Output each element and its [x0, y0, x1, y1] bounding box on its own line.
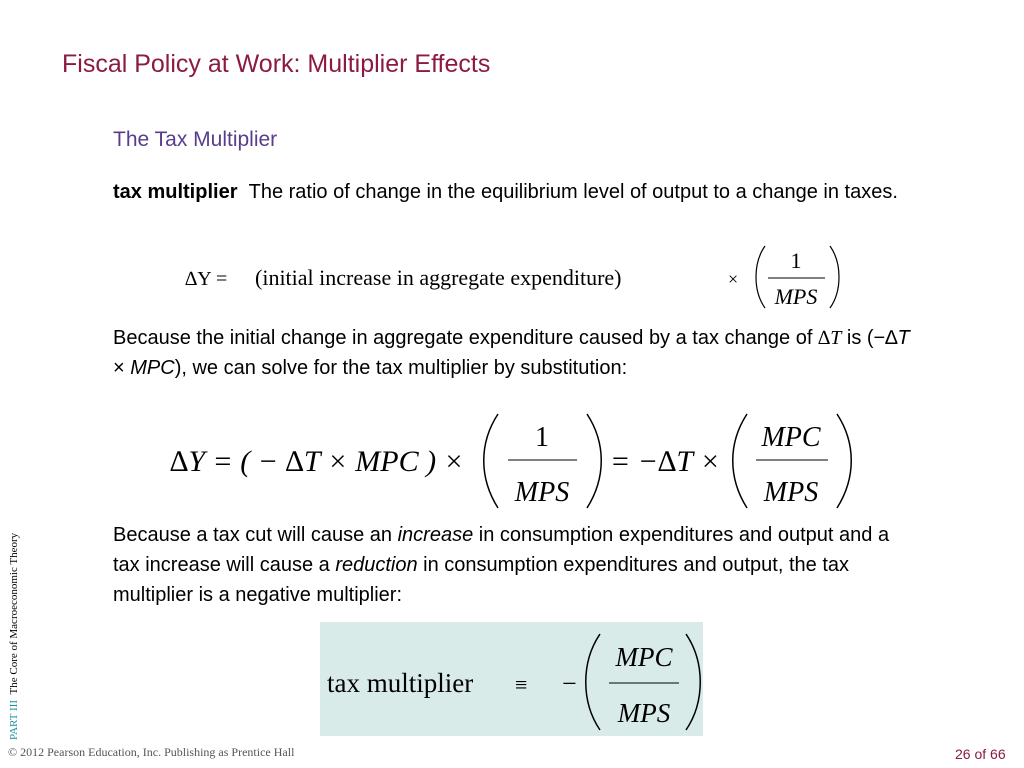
eq3-lhs: tax multiplier: [327, 668, 474, 698]
eq2-middle: = −∆T ×: [610, 445, 721, 478]
negative-multiplier-paragraph: Because a tax cut will cause an increase in consumption expenditures and output and a tax increase will cause a reduction in consumption expenditures and output, the tax multiplier is a negative multiplier:: [113, 524, 890, 606]
eq2-right-paren-1: [587, 414, 601, 508]
definition-term: tax multiplier: [113, 181, 238, 203]
eq3-den: MPS: [617, 698, 671, 728]
sidebar-text: The Core of Macroeconomic Theory: [8, 532, 20, 695]
eq1-lhs: ∆Y =: [185, 268, 228, 290]
eq3-equiv: ≡: [515, 672, 528, 697]
eq1-numerator: 1: [790, 248, 802, 273]
definition-text: The ratio of change in the equilibrium level of output to a change in taxes.: [248, 181, 898, 203]
eq1-left-paren: [756, 246, 765, 308]
eq2-left-paren-1: [484, 414, 498, 508]
eq3-left-paren: [586, 634, 600, 730]
eq2-frac1-num: 1: [535, 422, 549, 453]
emphasis-reduction: reduction: [335, 554, 418, 576]
sidebar-part: PART III: [8, 700, 20, 740]
eq1-times: ×: [728, 269, 739, 289]
eq2-frac2-den: MPS: [763, 477, 819, 508]
chapter-sidebar: [8, 533, 20, 740]
eq2-right-paren-2: [837, 414, 851, 508]
eq1-middle: (initial increase in aggregate expenditure): [255, 265, 622, 290]
eq2-lhs: ∆Y = ( − ∆T × MPC ) ×: [170, 445, 464, 478]
substitution-paragraph: Because the initial change in aggregate expenditure caused by a tax change of ∆T is (−∆T × MPC), we can solve for the tax multiplier by substitution:: [113, 327, 910, 379]
equation-tax-multiplier: [320, 622, 703, 736]
eq2-frac2-num: MPC: [761, 422, 821, 453]
section-subtitle: The Tax Multiplier: [113, 128, 278, 151]
copyright-footer: © 2012 Pearson Education, Inc. Publishing as Prentice Hall: [8, 745, 295, 759]
definition-paragraph: [113, 177, 913, 207]
equation-substitution: [165, 408, 865, 514]
equation-output-change: [175, 238, 855, 318]
eq3-num: MPC: [615, 642, 673, 672]
eq1-denominator: MPS: [774, 284, 818, 309]
page-number: 26 of 66: [955, 746, 1006, 762]
tax-multiplier-formula-box: [320, 622, 703, 736]
slide-title: Fiscal Policy at Work: Multiplier Effects: [62, 50, 491, 78]
eq3-minus: −: [562, 669, 577, 698]
eq2-frac1-den: MPS: [514, 477, 570, 508]
eq1-right-paren: [830, 246, 839, 308]
emphasis-increase: increase: [397, 524, 474, 546]
eq3-right-paren: [686, 634, 700, 730]
eq2-left-paren-2: [733, 414, 747, 508]
